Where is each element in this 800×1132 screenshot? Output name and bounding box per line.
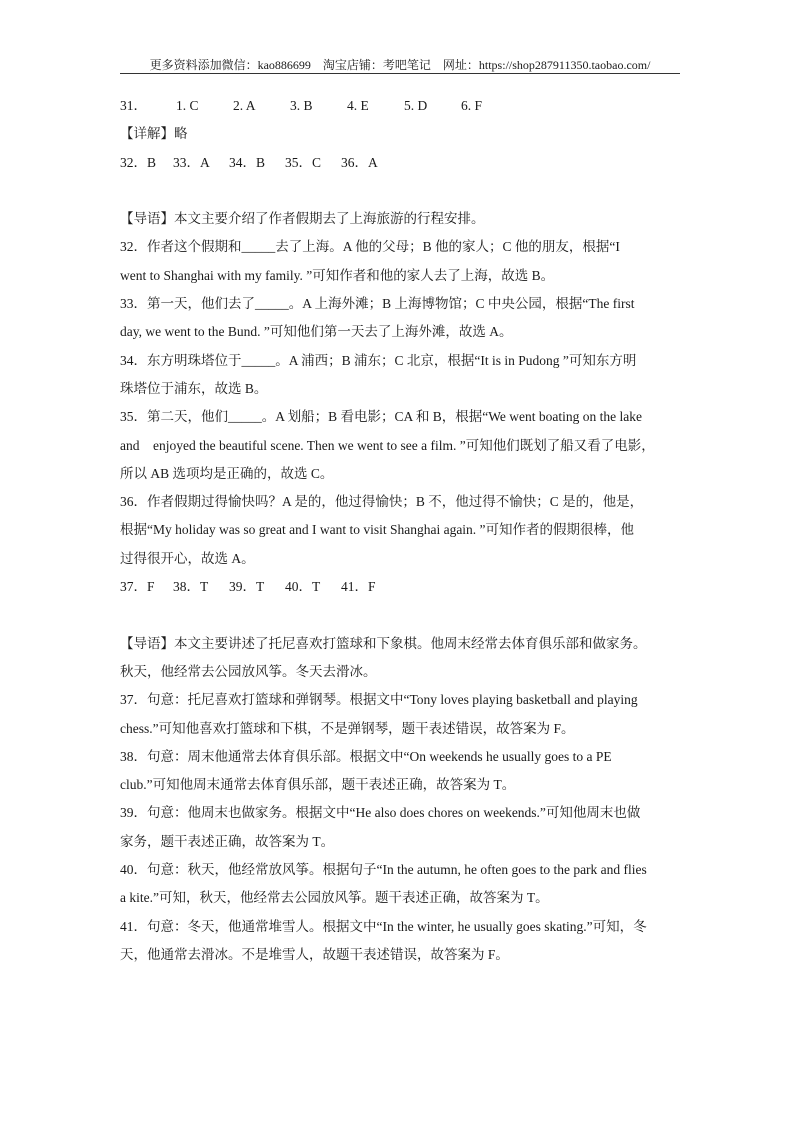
- answer-item: 5. D: [404, 98, 428, 113]
- answer-item: 36．A: [341, 154, 378, 170]
- explanation-line: 34．东方明珠塔位于_____。A 浦西；B 浦东；C 北京，根据“It is in Pudong ”可知东方明: [120, 352, 637, 368]
- explanation-line: 珠塔位于浦东，故选 B。: [120, 380, 268, 396]
- answer-item: 38．T: [173, 579, 209, 595]
- answer-item: 40．T: [285, 579, 321, 595]
- explanation-line: 37．句意：托尼喜欢打篮球和弹钢琴。根据文中“Tony loves playing basketball and playing: [120, 692, 638, 708]
- explanation-line: and enjoyed the beautiful scene. Then we went to see a film. ”可知他们既划了船又看了电影，: [120, 437, 655, 453]
- explanation-line: chess.”可知他喜欢打篮球和下棋，不是弹钢琴，题干表述错误，故答案为 F。: [120, 720, 575, 736]
- explanation-line: 所以 AB 选项均是正确的，故选 C。: [120, 465, 334, 481]
- explanation-line: a kite.”可知，秋天，他经常去公园放风筝。题干表述正确，故答案为 T。: [120, 890, 549, 906]
- spacer: [120, 177, 682, 205]
- explanation-line: 40．句意：秋天，他经常放风筝。根据句子“In the autumn, he often goes to the park and flies: [120, 862, 647, 878]
- explanation-line: 天，他通常去滑冰。不是堆雪人，故题干表述错误，故答案为 F。: [120, 946, 509, 962]
- explanation-line: day, we went to the Bund. ”可知他们第一天去了上海外滩，故选 A。: [120, 324, 513, 340]
- spacer: [120, 601, 682, 629]
- answer-item: 33．A: [173, 154, 210, 170]
- passage2-intro: 秋天，他经常去公园放风筝。冬天去滑冰。: [120, 663, 377, 679]
- answer-item: 35．C: [285, 154, 322, 170]
- passage1-intro: 【导语】本文主要介绍了作者假期去了上海旅游的行程安排。: [120, 211, 485, 227]
- answer-item: 39．T: [229, 579, 265, 595]
- explanation-line: 36．作者假期过得愉快吗？A 是的，他过得愉快；B 不，他过得不愉快；C 是的，他是，: [120, 494, 644, 510]
- answer-row-37-41: [120, 573, 682, 601]
- answer-item: 6. F: [461, 98, 483, 113]
- page-header: 更多资料添加微信：kao886699 淘宝店铺：考吧笔记 网址：https://shop287911350.taobao.com/: [149, 58, 651, 72]
- answer-item: 3. B: [290, 98, 313, 113]
- explanation-line: 39．句意：他周末也做家务。根据文中“He also does chores on weekends.”可知他周末也做: [120, 805, 641, 821]
- detail-note: 【详解】略: [120, 126, 188, 142]
- answer-item: 37．F: [120, 579, 155, 595]
- header-divider: [120, 73, 680, 74]
- explanation-line: 32．作者这个假期和_____去了上海。A 他的父母；B 他的家人；C 他的朋友，根据“I: [120, 239, 620, 255]
- answer-row-31: [120, 92, 682, 120]
- explanation-line: 根据“My holiday was so great and I want to visit Shanghai again. ”可知作者的假期很棒，他: [120, 522, 635, 538]
- answer-item: 34．B: [229, 154, 266, 170]
- explanation-line: 过得很开心，故选 A。: [120, 550, 255, 566]
- answer-content: [120, 92, 682, 969]
- answer-item: 4. E: [347, 98, 369, 113]
- explanation-line: 35．第二天，他们_____。A 划船；B 看电影；CA 和 B，根据“We went boating on the lake: [120, 409, 643, 425]
- explanation-line: 家务，题干表述正确，故答案为 T。: [120, 833, 335, 849]
- explanation-line: 38．句意：周末他通常去体育俱乐部。根据文中“On weekends he usually goes to a PE: [120, 748, 612, 764]
- explanation-line: 41．句意：冬天，他通常堆雪人。根据文中“In the winter, he usually goes skating.”可知，冬: [120, 918, 647, 934]
- passage2-intro: 【导语】本文主要讲述了托尼喜欢打篮球和下象棋。他周末经常去体育俱乐部和做家务。: [120, 635, 647, 651]
- explanation-line: club.”可知他周末通常去体育俱乐部，题干表述正确，故答案为 T。: [120, 777, 516, 793]
- answer-item: 41．F: [341, 579, 376, 595]
- explanation-line: went to Shanghai with my family. ”可知作者和他的家人去了上海，故选 B。: [120, 267, 555, 283]
- question-number-31: 31．: [120, 98, 147, 113]
- answer-row-32-36: [120, 149, 682, 177]
- answer-item: 2. A: [233, 98, 256, 113]
- answer-item: 1. C: [176, 98, 199, 113]
- answer-item: 32．B: [120, 154, 157, 170]
- explanation-line: 33．第一天，他们去了_____。A 上海外滩；B 上海博物馆；C 中央公园，根据“The first: [120, 296, 635, 312]
